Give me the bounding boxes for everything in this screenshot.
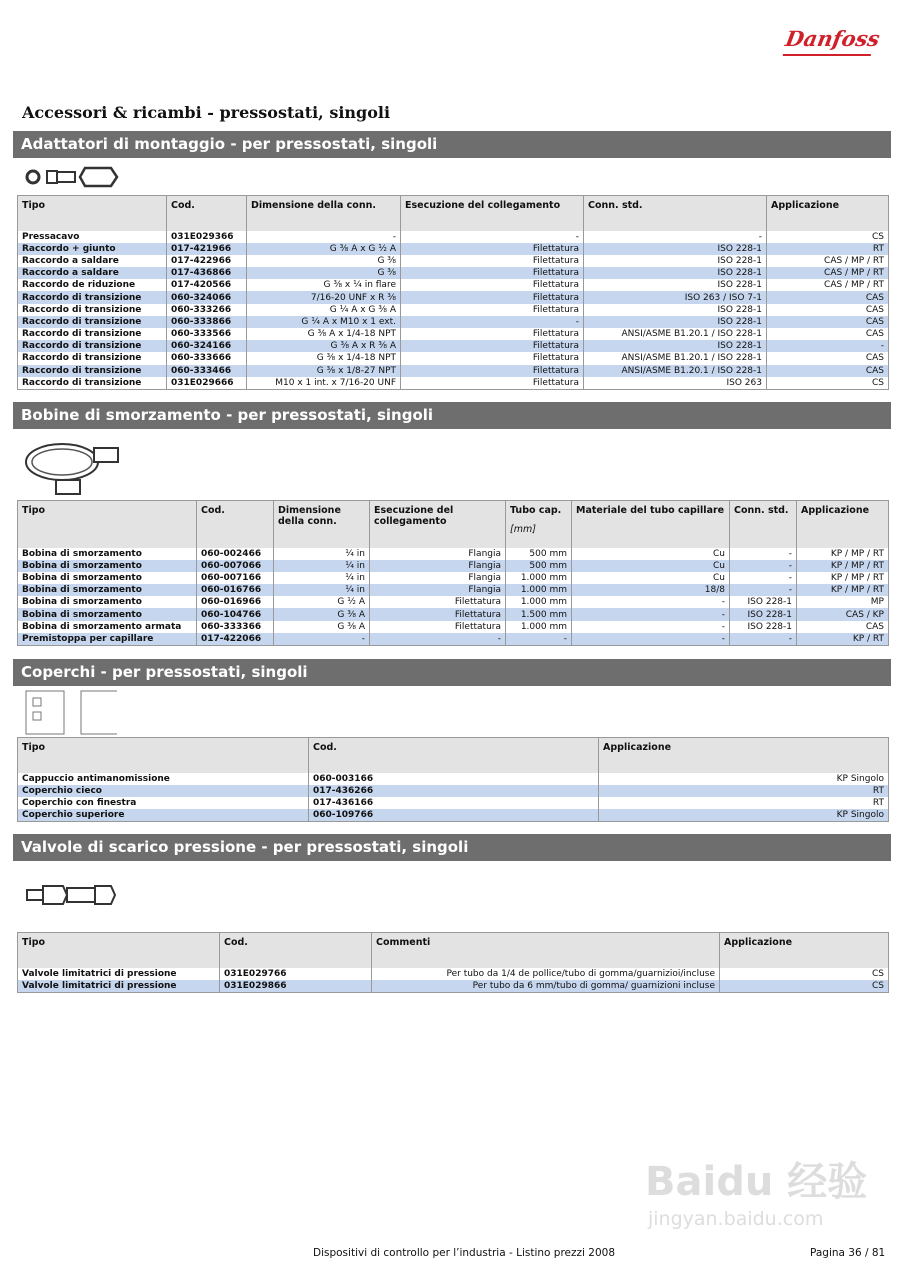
table-cell: 060-104766 [197, 608, 274, 620]
table-cell: - [584, 231, 767, 243]
table-cell: Bobina di smorzamento [18, 584, 197, 596]
table-cell: Raccordo di transizione [18, 377, 167, 390]
table-cell: 060-333366 [197, 621, 274, 633]
table-cell: Cu [572, 572, 730, 584]
table-cell: 031E029666 [167, 377, 247, 390]
header-row [18, 738, 889, 773]
table-cell: ISO 228-1 [584, 340, 767, 352]
table-cell: Per tubo da 1/4 de pollice/tubo di gomma/guarnizioi/incluse [372, 968, 720, 980]
page-number: Pagina 36 / 81 [810, 1247, 886, 1259]
table-row [18, 255, 889, 267]
header-row [18, 501, 889, 548]
table-cell: Filettatura [401, 267, 584, 279]
table-cell: Filettatura [401, 340, 584, 352]
table-cell: CS [767, 377, 889, 390]
table-cell: - [730, 548, 797, 560]
column-header-label: Materiale del tubo capillare [576, 505, 725, 516]
table-cell: 060-333866 [167, 316, 247, 328]
table-cell: Cu [572, 548, 730, 560]
table-cell: G ¹⁄₄ A x G ³⁄₈ A [247, 304, 401, 316]
table-cell: CAS [767, 304, 889, 316]
table-cell: ¹⁄₄ in [274, 548, 370, 560]
table-cell: 060-333666 [167, 352, 247, 364]
table-row [18, 596, 889, 608]
table-cell: ANSI/ASME B1.20.1 / ISO 228-1 [584, 365, 767, 377]
column-header-label: Tipo [22, 200, 46, 211]
table-cell: 017-421966 [167, 243, 247, 255]
table-cell: KP Singolo [599, 773, 889, 785]
unit-label: [mm] [510, 524, 536, 535]
column-header-label: Dimensione della conn. [278, 505, 341, 527]
column-header [309, 738, 599, 773]
table-cell: Cappuccio antimanomissione [18, 773, 309, 785]
column-header [197, 501, 274, 548]
column-header-label: Applicazione [724, 937, 793, 948]
table-cell: 500 mm [506, 560, 572, 572]
table-cell: ISO 228-1 [584, 243, 767, 255]
table-cell: 060-324066 [167, 291, 247, 303]
table-cell: Bobina di smorzamento [18, 596, 197, 608]
table-cell: - [274, 633, 370, 646]
table-cell: 7/16-20 UNF x R ³⁄₈ [247, 291, 401, 303]
column-header [797, 501, 889, 548]
column-header-label: Esecuzione del collegamento [374, 505, 454, 527]
table-cell: ¹⁄₄ in [274, 572, 370, 584]
table-cell: CAS / KP [797, 608, 889, 620]
table-cell: CAS [767, 291, 889, 303]
table-cell: KP / MP / RT [797, 572, 889, 584]
table-cell: CAS / MP / RT [767, 255, 889, 267]
table-cell: Raccordo di transizione [18, 304, 167, 316]
table-cell: Filettatura [401, 291, 584, 303]
table-row [18, 560, 889, 572]
table-cell: Flangia [370, 560, 506, 572]
section-heading-coperchi: Coperchi - per pressostati, singoli [13, 659, 891, 686]
table-cell: Flangia [370, 548, 506, 560]
column-header-label: Conn. std. [734, 505, 789, 516]
table-cell: 017-420566 [167, 279, 247, 291]
column-header [599, 738, 889, 773]
table-row [18, 621, 889, 633]
table-cell: G ¹⁄₄ A x M10 x 1 ext. [247, 316, 401, 328]
table-cell: - [401, 316, 584, 328]
table-cell: G ³⁄₈ x 1/4-18 NPT [247, 352, 401, 364]
table-cell: CAS [767, 352, 889, 364]
table-row [18, 608, 889, 620]
table-row [18, 279, 889, 291]
table-cell: Filettatura [401, 328, 584, 340]
table-cell: 060-333266 [167, 304, 247, 316]
danfoss-logo: Danfoss [782, 26, 880, 60]
table-cell: G ³⁄₈ A x G ¹⁄₂ A [247, 243, 401, 255]
table-cell: Flangia [370, 584, 506, 596]
table-row [18, 377, 889, 390]
table-cell: G ³⁄₈ x 1/8-27 NPT [247, 365, 401, 377]
table-cell: Raccordo a saldare [18, 255, 167, 267]
table-row [18, 243, 889, 255]
table-cell: G ³⁄₈ x ¹⁄₄ in flare [247, 279, 401, 291]
column-header [167, 196, 247, 231]
table-cell: ISO 228-1 [730, 621, 797, 633]
table-cell: 060-016766 [197, 584, 274, 596]
column-header [274, 501, 370, 548]
table-cell: 031E029366 [167, 231, 247, 243]
table-cell: - [370, 633, 506, 646]
page-title: Accessori & ricambi - pressostati, singoli [22, 103, 391, 122]
column-header [506, 501, 572, 548]
column-header [18, 501, 197, 548]
table-cell: Filettatura [370, 608, 506, 620]
column-header [372, 933, 720, 968]
table-cell: CS [720, 968, 889, 980]
section-heading-bobine: Bobine di smorzamento - per pressostati, singoli [13, 402, 891, 429]
table-cell: KP Singolo [599, 809, 889, 822]
table-cell: 060-003166 [309, 773, 599, 785]
table-cell: RT [599, 797, 889, 809]
table-cell: Raccordo di transizione [18, 340, 167, 352]
section-heading-valvole: Valvole di scarico pressione - per pressostati, singoli [13, 834, 891, 861]
table-cell: ISO 228-1 [584, 279, 767, 291]
coperchi-table [17, 737, 889, 822]
table-cell: Raccordo a saldare [18, 267, 167, 279]
column-header-label: Applicazione [771, 200, 840, 211]
adattatori-table [17, 195, 889, 390]
table-cell: Raccordo di transizione [18, 352, 167, 364]
column-header [18, 738, 309, 773]
table-cell: 060-109766 [309, 809, 599, 822]
watermark-url: jingyan.baidu.com [648, 1208, 824, 1230]
table-cell: ISO 228-1 [584, 316, 767, 328]
column-header [401, 196, 584, 231]
table-cell: Cu [572, 560, 730, 572]
table-cell: - [247, 231, 401, 243]
watermark: Baidu 经验 [645, 1159, 868, 1205]
table-row [18, 968, 889, 980]
table-cell: Raccordo de riduzione [18, 279, 167, 291]
table-cell: Bobina di smorzamento armata [18, 621, 197, 633]
table-cell: CAS [767, 365, 889, 377]
table-cell: CS [720, 980, 889, 993]
table-cell: 060-016966 [197, 596, 274, 608]
column-header-label: Conn. std. [588, 200, 643, 211]
table-cell: Filettatura [401, 365, 584, 377]
table-cell: CS [767, 231, 889, 243]
table-row [18, 316, 889, 328]
column-header-label: Tubo cap. [510, 505, 562, 516]
column-header [572, 501, 730, 548]
table-cell: Valvole limitatrici di pressione [18, 980, 220, 993]
table-cell: CAS / MP / RT [767, 279, 889, 291]
table-cell: Filettatura [370, 621, 506, 633]
table-cell: 060-333566 [167, 328, 247, 340]
table-cell: CAS / MP / RT [767, 267, 889, 279]
table-row [18, 797, 889, 809]
table-cell: G ³⁄₈ A [274, 608, 370, 620]
column-header [370, 501, 506, 548]
table-cell: 060-007066 [197, 560, 274, 572]
table-row [18, 328, 889, 340]
table-cell: KP / MP / RT [797, 548, 889, 560]
table-cell: G ³⁄₈ [247, 255, 401, 267]
table-cell: Flangia [370, 572, 506, 584]
table-cell: Raccordo di transizione [18, 291, 167, 303]
table-cell: - [767, 340, 889, 352]
table-cell: 060-324166 [167, 340, 247, 352]
table-cell: 017-436866 [167, 267, 247, 279]
table-cell: CAS [767, 328, 889, 340]
column-header-label: Esecuzione del collegamento [405, 200, 561, 211]
capillary-coil-image [22, 434, 122, 500]
table-cell: - [730, 633, 797, 646]
bobine-table [17, 500, 889, 646]
table-cell: M10 x 1 int. x 7/16-20 UNF [247, 377, 401, 390]
column-header-label: Tipo [22, 937, 46, 948]
header-row [18, 933, 889, 968]
table-cell: Filettatura [370, 596, 506, 608]
table-cell: Bobina di smorzamento [18, 548, 197, 560]
table-cell: Raccordo + giunto [18, 243, 167, 255]
table-row [18, 572, 889, 584]
table-cell: G ³⁄₈ A x R ³⁄₈ A [247, 340, 401, 352]
table-cell: 500 mm [506, 548, 572, 560]
table-cell: CAS [797, 621, 889, 633]
table-cell: Bobina di smorzamento [18, 572, 197, 584]
table-cell: ISO 228-1 [730, 608, 797, 620]
column-header [767, 196, 889, 231]
table-cell: RT [599, 785, 889, 797]
table-cell: Valvole limitatrici di pressione [18, 968, 220, 980]
table-row [18, 785, 889, 797]
table-cell: 017-436266 [309, 785, 599, 797]
table-cell: 060-333466 [167, 365, 247, 377]
table-cell: - [572, 596, 730, 608]
table-row [18, 304, 889, 316]
column-header [247, 196, 401, 231]
covers-image [25, 690, 120, 736]
column-header [18, 196, 167, 231]
column-header-label: Cod. [224, 937, 248, 948]
column-header-label: Cod. [171, 200, 195, 211]
table-cell: G ³⁄₈ A [274, 621, 370, 633]
table-row [18, 267, 889, 279]
table-cell: ISO 228-1 [730, 596, 797, 608]
column-header [730, 501, 797, 548]
table-cell: Filettatura [401, 377, 584, 390]
table-cell: ISO 228-1 [584, 267, 767, 279]
table-cell: - [401, 231, 584, 243]
table-cell: 1.000 mm [506, 621, 572, 633]
column-header [18, 933, 220, 968]
table-cell: Per tubo da 6 mm/tubo di gomma/ guarnizioni incluse [372, 980, 720, 993]
table-cell: Filettatura [401, 352, 584, 364]
column-header-label: Applicazione [603, 742, 672, 753]
column-header-label: Applicazione [801, 505, 870, 516]
table-cell: ¹⁄₄ in [274, 584, 370, 596]
table-cell: Raccordo di transizione [18, 365, 167, 377]
table-cell: Pressacavo [18, 231, 167, 243]
table-cell: Premistoppa per capillare [18, 633, 197, 646]
table-cell: G ³⁄₈ A x 1/4-18 NPT [247, 328, 401, 340]
column-header [584, 196, 767, 231]
column-header [220, 933, 372, 968]
table-row [18, 584, 889, 596]
table-row [18, 773, 889, 785]
table-cell: Bobina di smorzamento [18, 608, 197, 620]
table-cell: Raccordo di transizione [18, 316, 167, 328]
pressure-relief-valve-image [25, 880, 117, 910]
table-cell: 017-422066 [197, 633, 274, 646]
table-cell: 18/8 [572, 584, 730, 596]
table-cell: ANSI/ASME B1.20.1 / ISO 228-1 [584, 328, 767, 340]
table-cell: Filettatura [401, 279, 584, 291]
table-row [18, 340, 889, 352]
table-cell: - [730, 572, 797, 584]
table-cell: MP [797, 596, 889, 608]
table-cell: CAS [767, 316, 889, 328]
table-cell: ISO 263 / ISO 7-1 [584, 291, 767, 303]
table-cell: KP / MP / RT [797, 560, 889, 572]
table-row [18, 365, 889, 377]
table-cell: Filettatura [401, 304, 584, 316]
table-cell: 031E029766 [220, 968, 372, 980]
table-cell: - [572, 621, 730, 633]
table-cell: Bobina di smorzamento [18, 560, 197, 572]
column-header-label: Commenti [376, 937, 431, 948]
table-cell: G ³⁄₈ [247, 267, 401, 279]
table-cell: ISO 263 [584, 377, 767, 390]
valvole-table [17, 932, 889, 993]
table-cell: - [730, 584, 797, 596]
table-cell: 060-007166 [197, 572, 274, 584]
table-cell: Coperchio cieco [18, 785, 309, 797]
column-header-label: Dimensione della conn. [251, 200, 376, 211]
column-header-label: Cod. [313, 742, 337, 753]
table-row [18, 980, 889, 993]
column-header [720, 933, 889, 968]
table-cell: RT [767, 243, 889, 255]
table-cell: Coperchio superiore [18, 809, 309, 822]
table-cell: - [506, 633, 572, 646]
table-row [18, 548, 889, 560]
table-cell: - [572, 608, 730, 620]
table-cell: ANSI/ASME B1.20.1 / ISO 228-1 [584, 352, 767, 364]
table-cell: ISO 228-1 [584, 304, 767, 316]
table-cell: Filettatura [401, 255, 584, 267]
table-cell: 1.500 mm [506, 608, 572, 620]
table-cell: KP / RT [797, 633, 889, 646]
column-header-label: Tipo [22, 742, 46, 753]
adapter-fittings-image [25, 162, 120, 192]
table-cell: ISO 228-1 [584, 255, 767, 267]
table-cell: Filettatura [401, 243, 584, 255]
column-header-label: Tipo [22, 505, 46, 516]
table-cell: 031E029866 [220, 980, 372, 993]
table-cell: KP / MP / RT [797, 584, 889, 596]
table-cell: 1.000 mm [506, 596, 572, 608]
table-row [18, 352, 889, 364]
table-cell: - [572, 633, 730, 646]
footer-title: Dispositivi di controllo per l’industria - Listino prezzi 2008 [313, 1247, 615, 1259]
table-cell: 017-422966 [167, 255, 247, 267]
table-row [18, 231, 889, 243]
table-cell: ¹⁄₄ in [274, 560, 370, 572]
table-cell: 1.000 mm [506, 584, 572, 596]
table-cell: 1.000 mm [506, 572, 572, 584]
header-row [18, 196, 889, 231]
table-cell: 017-436166 [309, 797, 599, 809]
table-cell: - [730, 560, 797, 572]
table-cell: Raccordo di transizione [18, 328, 167, 340]
table-cell: G ¹⁄₂ A [274, 596, 370, 608]
section-heading-adattatori: Adattatori di montaggio - per pressostati, singoli [13, 131, 891, 158]
table-cell: Coperchio con finestra [18, 797, 309, 809]
table-row [18, 291, 889, 303]
column-header-label: Cod. [201, 505, 225, 516]
table-row [18, 809, 889, 822]
table-row [18, 633, 889, 646]
table-cell: 060-002466 [197, 548, 274, 560]
